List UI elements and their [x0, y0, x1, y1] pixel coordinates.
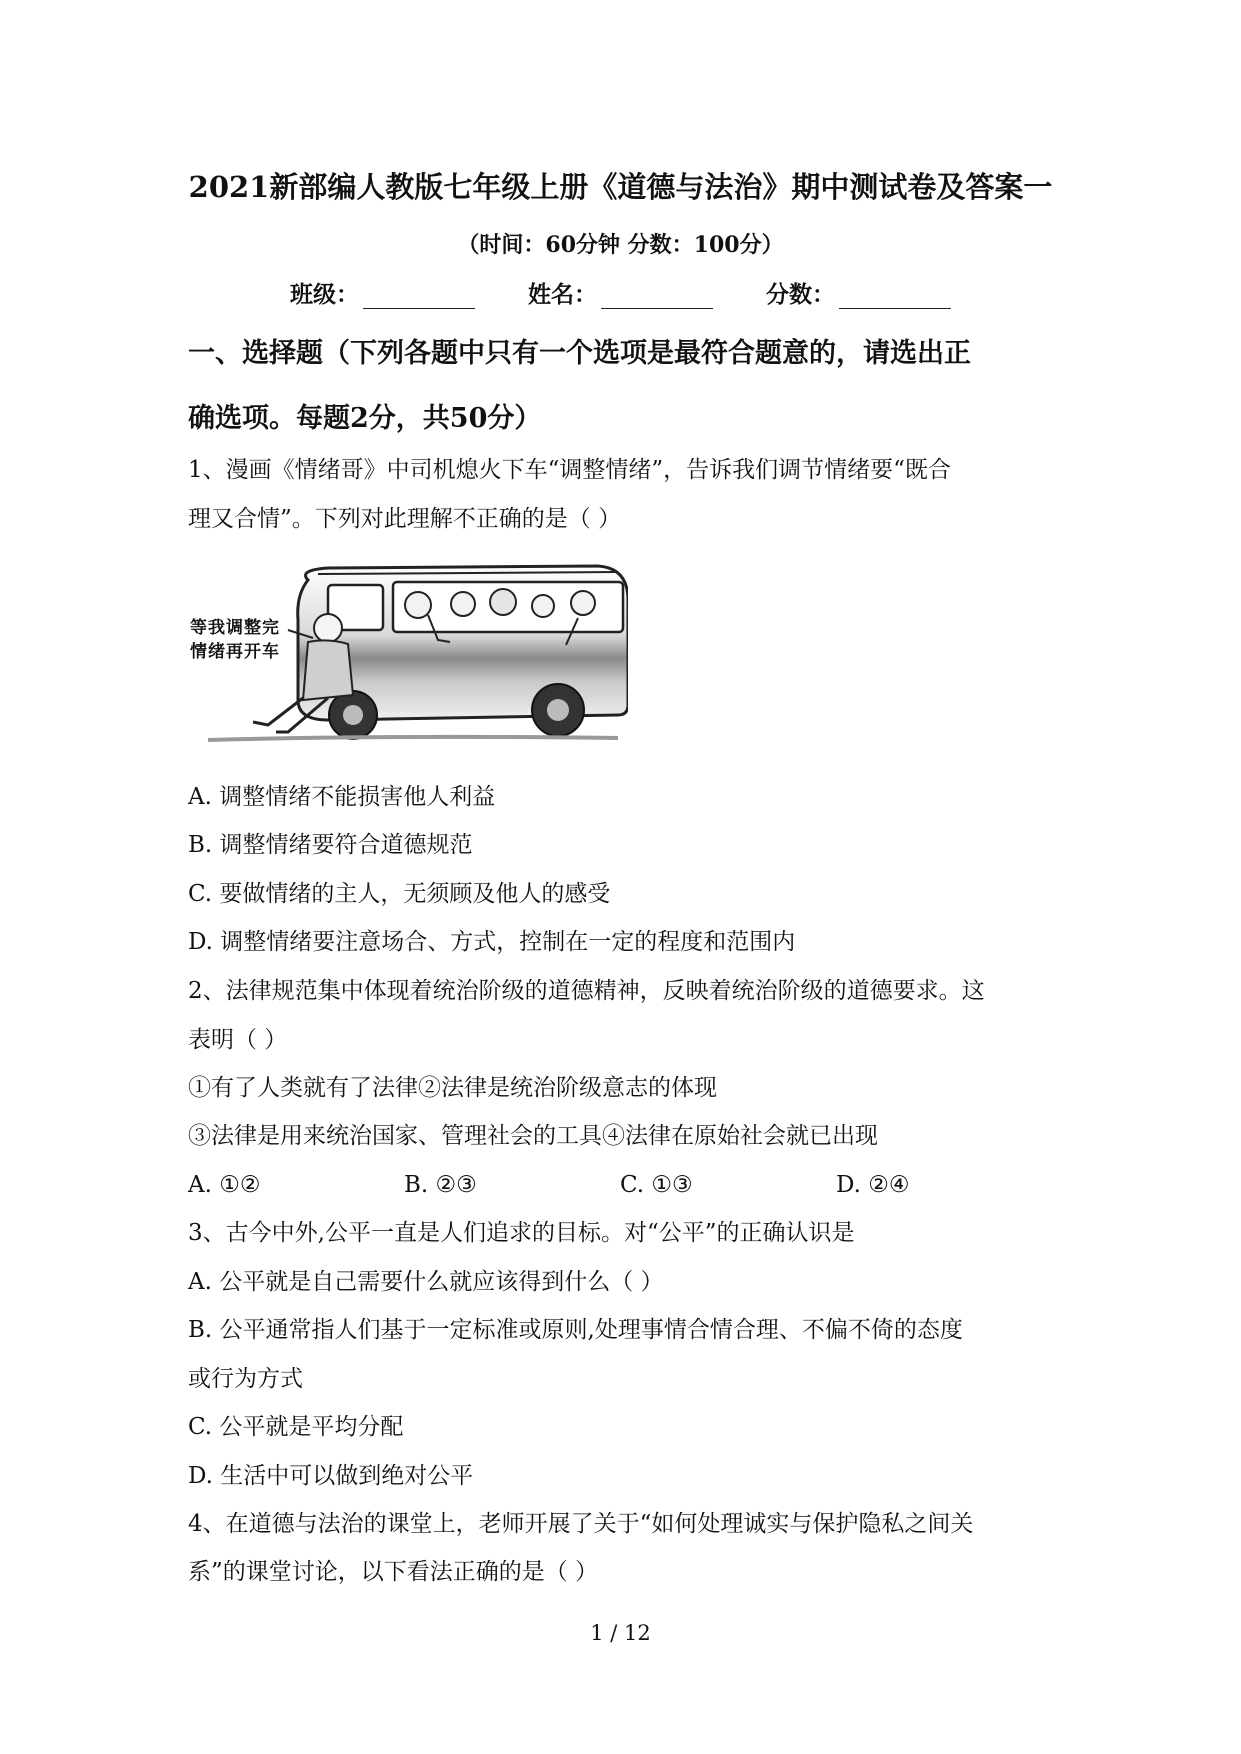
q2-option-a: A. ①② [188, 1172, 261, 1198]
q1-option-b: B. 调整情绪要符合道德规范 [188, 832, 473, 858]
class-label: 班级： [290, 281, 359, 308]
cartoon-caption-line-1: 等我调整完 [190, 618, 280, 638]
cartoon-caption-line-2: 情绪再开车 [190, 642, 280, 662]
q1-stem-line-2: 理又合情”。下列对此理解不正确的是（ ） [188, 506, 622, 532]
exam-time-score: （时间：60分钟 分数：100分） [457, 232, 784, 258]
class-field [290, 276, 475, 309]
cartoon-caption [190, 616, 280, 664]
name-field [528, 276, 713, 309]
q1-stem-line-1: 1、漫画《情绪哥》中司机熄火下车“调整情绪”，告诉我们调节情绪要“既合 [188, 457, 951, 483]
q2-option-b: B. ②③ [404, 1172, 477, 1198]
q2-option-d: D. ②④ [836, 1172, 910, 1198]
class-blank[interactable] [363, 284, 475, 309]
q3-stem: 3、古今中外,公平一直是人们追求的目标。对“公平”的正确认识是 [188, 1220, 855, 1246]
q2-option-c: C. ①③ [620, 1172, 693, 1198]
q2-stem-line-1: 2、法律规范集中体现着统治阶级的道德精神，反映着统治阶级的道德要求。这 [188, 978, 985, 1004]
score-label: 分数： [766, 281, 835, 308]
section-heading-line-1: 一、选择题（下列各题中只有一个选项是最符合题意的，请选出正 [188, 338, 971, 369]
document-title: 2021新部编人教版七年级上册《道德与法治》期中测试卷及答案一 [188, 170, 1053, 204]
page-number: 1 / 12 [590, 1621, 651, 1645]
q3-option-b-line-2: 或行为方式 [188, 1366, 303, 1392]
q2-stem-line-2: 表明（ ） [188, 1027, 288, 1053]
q2-statement-line-1: ①有了人类就有了法律②法律是统治阶级意志的体现 [188, 1075, 717, 1101]
q3-option-d: D. 生活中可以做到绝对公平 [188, 1463, 474, 1489]
name-blank[interactable] [601, 284, 713, 309]
section-heading-line-2: 确选项。每题2分，共50分） [188, 403, 542, 434]
q4-stem-line-2: 系”的课堂讨论，以下看法正确的是（ ） [188, 1559, 599, 1585]
q3-option-b-line-1: B. 公平通常指人们基于一定标准或原则,处理事情合情合理、不偏不倚的态度 [188, 1317, 963, 1343]
q3-option-c: C. 公平就是平均分配 [188, 1414, 404, 1440]
q2-statement-line-2: ③法律是用来统治国家、管理社会的工具④法律在原始社会就已出现 [188, 1123, 878, 1149]
name-label: 姓名： [528, 281, 597, 308]
q4-stem-line-1: 4、在道德与法治的课堂上，老师开展了关于“如何处理诚实与保护隐私之间关 [188, 1511, 974, 1537]
q1-option-c: C. 要做情绪的主人，无须顾及他人的感受 [188, 881, 611, 907]
q3-option-a: A. 公平就是自己需要什么就应该得到什么（ ） [188, 1269, 664, 1295]
score-field [766, 276, 951, 309]
q1-option-a: A. 调整情绪不能损害他人利益 [188, 784, 496, 810]
score-blank[interactable] [839, 284, 951, 309]
q1-option-d: D. 调整情绪要注意场合、方式，控制在一定的程度和范围内 [188, 929, 796, 955]
